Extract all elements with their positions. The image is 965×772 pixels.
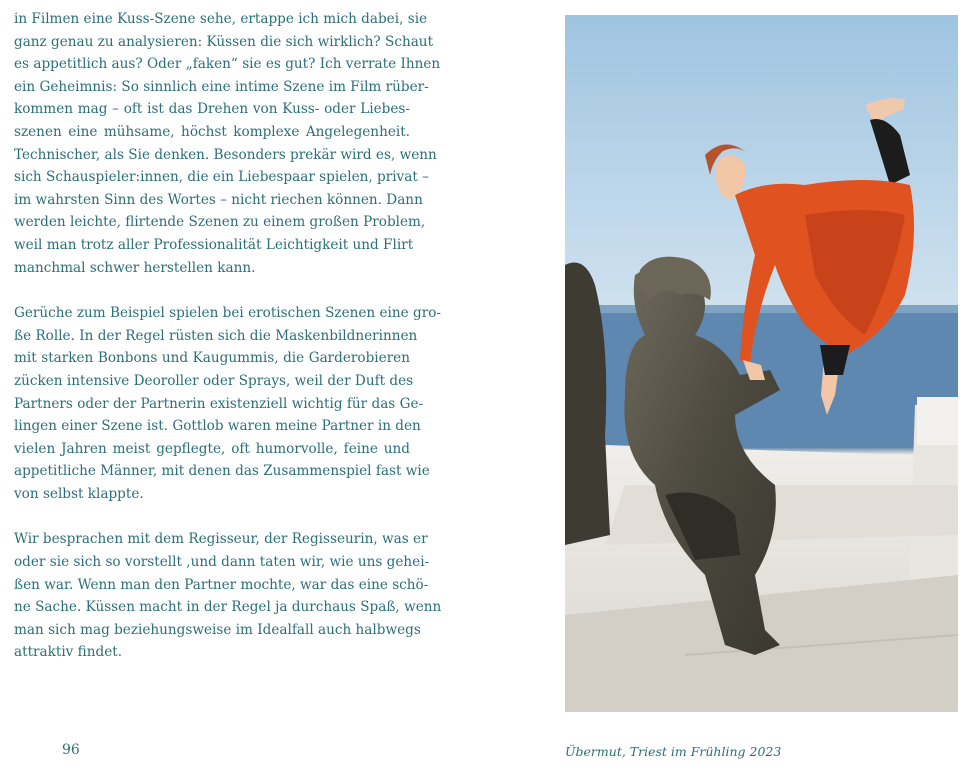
text-line: sich Schauspieler:innen, die ein Liebespaar spielen, privat – bbox=[14, 169, 429, 186]
text-line: szenen eine mühsame, höchst komplexe Angelegenheit. bbox=[14, 123, 410, 140]
text-line: Technischer, als Sie denken. Besonders prekär wird es, wenn bbox=[14, 146, 437, 163]
text-line: weil man trotz aller Professionalität Leichtigkeit und Flirt bbox=[14, 236, 414, 253]
body-text bbox=[14, 8, 442, 687]
text-line: Wir besprachen mit dem Regisseur, der Regisseurin, was er bbox=[14, 531, 428, 548]
text-line: Gerüche zum Beispiel spielen bei erotischen Szenen eine gro- bbox=[14, 305, 441, 322]
photo-illustration bbox=[565, 15, 958, 712]
text-line: zücken intensive Deoroller oder Sprays, weil der Duft des bbox=[14, 372, 414, 389]
text-line: es appetitlich aus? Oder „faken“ sie es gut? Ich verrate Ihnen bbox=[14, 56, 441, 73]
paragraph-3 bbox=[14, 528, 442, 664]
text-line: oder sie sich so vorstellt ,und dann taten wir, wie uns gehei- bbox=[14, 554, 430, 571]
text-line: mit starken Bonbons und Kaugummis, die Garderobieren bbox=[14, 350, 410, 367]
text-line: werden leichte, flirtende Szenen zu einem großen Problem, bbox=[14, 214, 426, 231]
text-line: attraktiv findet. bbox=[14, 644, 123, 661]
text-line: von selbst klappte. bbox=[14, 485, 144, 502]
text-line: appetitliche Männer, mit denen das Zusammenspiel fast wie bbox=[14, 463, 430, 480]
photo-caption: Übermut, Triest im Frühling 2023 bbox=[565, 744, 782, 759]
text-line: vielen Jahren meist gepflegte, oft humorvolle, feine und bbox=[14, 440, 410, 457]
text-line: lingen einer Szene ist. Gottlob waren meine Partner in den bbox=[14, 418, 421, 435]
page-number: 96 bbox=[62, 742, 80, 758]
photo bbox=[565, 15, 958, 712]
text-line: ßen war. Wenn man den Partner mochte, war das eine schö- bbox=[14, 576, 429, 593]
text-line: im wahrsten Sinn des Wortes – nicht riechen können. Dann bbox=[14, 191, 423, 208]
text-line: ße Rolle. In der Regel rüsten sich die Maskenbildnerinnen bbox=[14, 327, 418, 344]
paragraph-1 bbox=[14, 8, 441, 279]
text-line: in Filmen eine Kuss-Szene sehe, ertappe ich mich dabei, sie bbox=[14, 11, 428, 27]
text-line: kommen mag – oft ist das Drehen von Kuss- oder Liebes- bbox=[14, 101, 410, 118]
paragraph-2 bbox=[14, 302, 441, 505]
text-line: Partners oder der Partnerin existenziell wichtig für das Ge- bbox=[14, 395, 424, 412]
text-line: ne Sache. Küssen macht in der Regel ja durchaus Spaß, wenn bbox=[14, 599, 442, 616]
text-line: man sich mag beziehungsweise im Idealfall auch halbwegs bbox=[14, 621, 421, 638]
text-line: ganz genau zu analysieren: Küssen die sich wirklich? Schaut bbox=[14, 33, 434, 50]
text-line: ein Geheimnis: So sinnlich eine intime Szene im Film rüber- bbox=[14, 78, 429, 95]
text-line: manchmal schwer herstellen kann. bbox=[14, 259, 256, 276]
